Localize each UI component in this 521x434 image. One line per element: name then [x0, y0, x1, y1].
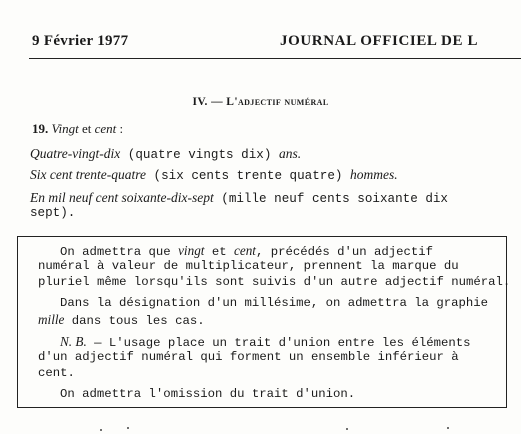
example-italic-end: ans. [278, 146, 302, 161]
box-paragraph-3-line-2: d'un adjectif numéral qui forment un ensemble inférieur à [38, 350, 459, 364]
example-line-continued: sept). [30, 206, 76, 220]
box-paragraph-2-line-1: Dans la désignation d'un millésime, on admettra la graphie [60, 296, 489, 310]
item-title-vingt: Vingt [51, 121, 79, 136]
box-italic-vingt: vingt [178, 243, 205, 258]
box-italic-cent: cent [233, 243, 256, 258]
item-heading [32, 121, 123, 137]
example-line [30, 166, 496, 185]
scan-speck [127, 427, 129, 429]
box-italic-nb: N. B. [60, 334, 87, 349]
example-line [30, 145, 496, 164]
box-text: dans tous les cas. [64, 314, 205, 328]
example-italic: En mil neuf cent soixante-dix-sept [30, 190, 214, 205]
header-rule [29, 58, 521, 59]
example-text: (mille neuf cents soixante dix [213, 192, 448, 206]
box-italic-mille: mille [38, 312, 65, 327]
header-date: 9 Février 1977 [32, 33, 129, 49]
scan-speck [447, 427, 449, 429]
box-paragraph-4: On admettra l'omission du trait d'union. [60, 387, 356, 401]
scan-speck [346, 428, 348, 430]
page-header [32, 33, 521, 53]
box-text: et [204, 245, 234, 259]
example-italic-end: hommes. [350, 167, 398, 182]
section-title-text: L'adjectif numéral [226, 96, 329, 108]
section-title [0, 96, 521, 108]
box-text: — L'usage place un trait d'union entre les éléments [86, 336, 471, 350]
scan-speck [100, 429, 102, 431]
box-paragraph-3-line-3: cent. [38, 366, 75, 380]
example-text: (quatre vingts dix) [120, 148, 279, 162]
box-text: , précédés d'un adjectif [255, 245, 434, 259]
item-title-colon: : [119, 121, 124, 136]
header-journal-title: JOURNAL OFFICIEL DE L [280, 33, 479, 49]
example-text: (six cents trente quatre) [145, 169, 351, 183]
example-italic: Six cent trente-quatre [30, 167, 146, 182]
item-title-et: et [81, 121, 92, 136]
commentary-box [17, 236, 511, 408]
item-title-cent: cent [94, 121, 117, 136]
box-text: On admettra que [60, 245, 179, 259]
box-paragraph-1-line-3: pluriel même lorsqu'ils sont suivis d'un autre adjectif numéral. [38, 275, 511, 289]
section-numeral: IV. — [192, 96, 223, 108]
example-italic: Quatre-vingt-dix [30, 146, 121, 161]
item-number: 19. [32, 121, 49, 136]
box-paragraph-2-line-2 [38, 311, 498, 330]
box-paragraph-1-line-2: numéral à valeur de multiplicateur, prennent la marque du [38, 259, 459, 273]
